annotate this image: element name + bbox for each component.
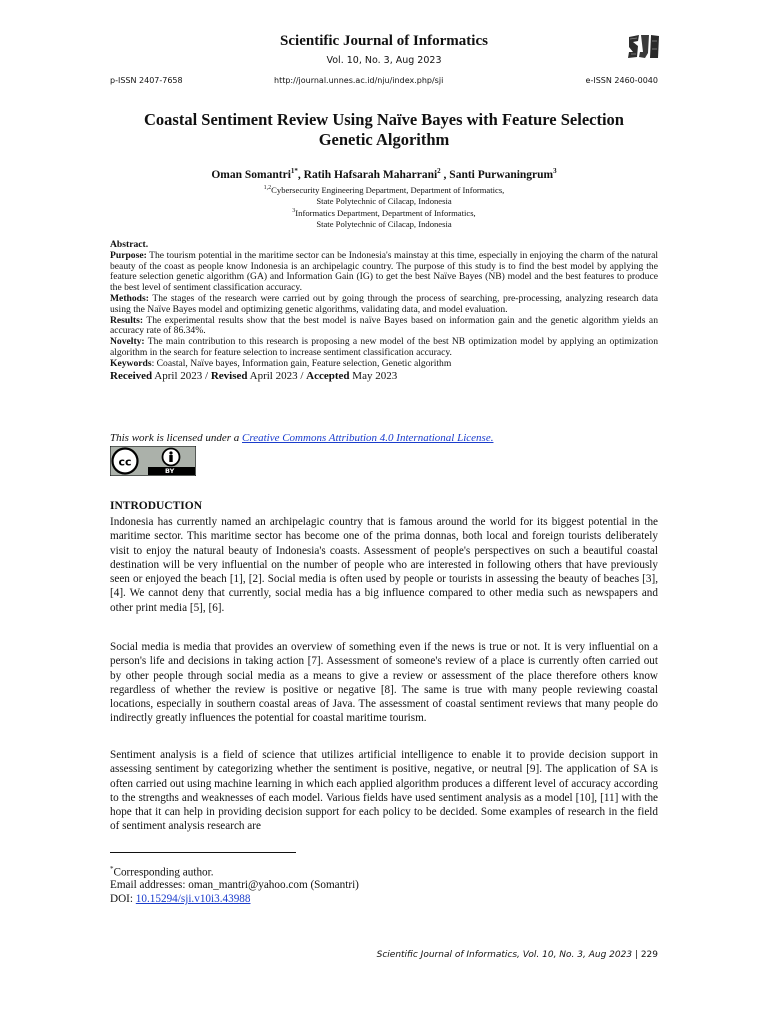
purpose-text: The tourism potential in the maritime sector can be Indonesia's mainstay at this time, especially in enjoying the charm of the natural beauty of the coast as people know Indonesia is an archipelagic country. The purpose of this study is to find the best model by applying the feature selection genetic algorithm (GA) and Information Gain (IG) to get the best Naïve Bayes (NB) model and the best features to produce the best level of sentiment classification accuracy. xyxy=(110,249,658,294)
doi-label: DOI: xyxy=(110,893,136,905)
corresponding-author-label: Corresponding author. xyxy=(113,866,214,879)
footer-citation: Scientific Journal of Informatics, Vol. 10, No. 3, Aug 2023 xyxy=(376,950,633,960)
author-3: , Santi Purwaningrum xyxy=(440,168,554,181)
journal-logo xyxy=(627,33,661,60)
paper-title xyxy=(110,110,658,150)
license-prefix: This work is licensed under a xyxy=(110,432,242,444)
affiliation-2 xyxy=(110,206,658,230)
license-link[interactable]: Creative Commons Attribution 4.0 International License. xyxy=(242,432,494,444)
email-addresses: Email addresses: oman_mantri@yahoo.com (Somantri) xyxy=(110,879,359,891)
footer-separator: | xyxy=(632,950,641,960)
e-issn: e-ISSN 2460-0040 xyxy=(585,76,658,85)
page-number: 229 xyxy=(640,950,658,960)
novelty-text: The main contribution to this research is proposing a new model of the best NB optimization model by applying an optimization algorithm in the search for feature selection to increase sentiment classification accuracy. xyxy=(110,336,658,358)
received-label: Received xyxy=(110,369,153,382)
paper-title-line2: Genetic Algorithm xyxy=(318,130,450,149)
author-2: , Ratih Hafsarah Maharrani xyxy=(297,168,438,181)
purpose-label: Purpose: xyxy=(110,249,147,261)
received-date: April 2023 / xyxy=(152,369,211,382)
license-statement xyxy=(110,432,658,444)
affiliation-2-line2: State Polytechnic of Cilacap, Indonesia xyxy=(316,218,452,229)
author-2-sup: 2 xyxy=(437,167,441,175)
keywords-text: : Coastal, Naïve bayes, Information gain, Feature selection, Genetic algorithm xyxy=(151,357,452,369)
abstract xyxy=(110,240,658,381)
intro-paragraph-1: Indonesia has currently named an archipelagic country that is famous around the world for its biggest potential in the maritime sector. This maritime sector has become one of the prima donnas, both local and foreign tourists deliberately visit to enjoy the natural beauty of Indonesia's coasts. Assessment of people's perspectives on such a beautiful coastal destination will be very influential on the number of people who are interested in following others that have previously seen or enjoyed the beach [1], [2]. Social media is often used by people or tourists in assessing the beauty of beaches [3],[4]. We cannot deny that currently, social media has a big influence compared to other media such as newspapers and other print media [5], [6]. xyxy=(110,516,658,614)
revised-date: April 2023 / xyxy=(247,369,307,382)
results-label: Results: xyxy=(110,314,144,326)
accepted-label: Accepted xyxy=(306,369,350,382)
abstract-novelty xyxy=(110,337,658,359)
journal-url[interactable]: http://journal.unnes.ac.id/nju/index.php/sji xyxy=(274,76,444,85)
cc-by-badge[interactable] xyxy=(110,446,196,476)
volume-info: Vol. 10, No. 3, Aug 2023 xyxy=(326,55,442,66)
intro-paragraph-2: Social media is media that provides an overview of something even if the news is true or not. It is very influential on a person's life and decisions in taking action [7]. Assessment of someone's review of a place is currently often carried out by other people through social media as a means to give a review or assessment of the place therefore others know regardless of whether the review is positive or negative [8]. The same is true with many people reviewing coastal locations, especially in southern coastal areas of Java. The assessment of coastal sentiment reviews that many people do indirectly greatly influences the potential for coastal maritime tourism. xyxy=(110,641,658,725)
p-issn: p-ISSN 2407-7658 xyxy=(110,76,183,85)
introduction-heading: INTRODUCTION xyxy=(110,500,203,512)
intro-paragraph-3: Sentiment analysis is a field of science that utilizes artificial intelligence to enable it to provide decision support in assessing sentiment by categorizing whether the sentiment is positive, negative, or neutral [9]. The application of SA is often carried out using machine learning in which each applied algorithm produces a different level of accuracy according to the strengths and weaknesses of each model. Various fields have used sentiment analysis as a model [10], [11] with the hope that it can help in providing decision support for each policy to be decided. Some examples of research in the field of sentiment analysis research are xyxy=(110,749,658,833)
novelty-label: Novelty: xyxy=(110,336,145,348)
footnote-marker: * xyxy=(110,865,114,873)
keywords-label: Keywords xyxy=(110,357,152,369)
page-footer xyxy=(377,950,658,960)
abstract-dates xyxy=(110,371,658,382)
author-1-sup: 1* xyxy=(290,167,298,175)
affiliation-1-line2: State Polytechnic of Cilacap, Indonesia xyxy=(316,195,452,206)
abstract-heading: Abstract. xyxy=(110,239,149,250)
methods-label: Methods: xyxy=(110,292,149,304)
author-3-sup: 3 xyxy=(553,167,557,175)
results-text: The experimental results show that the best model is naïve Bayes based on information gain and the genetic algorithm yields an accuracy rate of 86.34%. xyxy=(110,314,658,337)
accepted-date: May 2023 xyxy=(349,369,398,382)
affiliation-1-sup: 1,2 xyxy=(263,185,272,191)
affiliation-2-sup: 3 xyxy=(292,208,296,214)
doi-link[interactable]: 10.15294/sji.v10i3.43988 xyxy=(135,893,251,905)
doi-line xyxy=(110,892,250,906)
abstract-keywords xyxy=(110,359,658,370)
journal-title: Scientific Journal of Informatics xyxy=(280,33,488,49)
svg-text:cc: cc xyxy=(118,455,132,469)
methods-text: The stages of the research were carried out by going through the process of searching, pre-processing, analyzing research data using the Naïve Bayes model and optimizing genetic algorithms, validating data, and model evaluation. xyxy=(110,292,658,315)
revised-label: Revised xyxy=(210,369,248,382)
cc-by-label: BY xyxy=(165,467,175,475)
cc-by-icon xyxy=(110,446,196,476)
footnote-divider xyxy=(110,852,296,853)
paper-title-line1: Coastal Sentiment Review Using Naïve Bayes with Feature Selection xyxy=(144,110,624,129)
abstract-results xyxy=(110,316,658,338)
author-list xyxy=(110,167,658,181)
affiliation-1 xyxy=(110,183,658,207)
abstract-purpose xyxy=(110,251,658,294)
author-1: Oman Somantri xyxy=(211,168,291,181)
abstract-methods xyxy=(110,294,658,316)
affiliation-2-line1: Informatics Department, Department of Informatics, xyxy=(295,207,476,218)
sji-logo-icon xyxy=(627,33,661,60)
affiliation-1-line1: Cybersecurity Engineering Department, Department of Informatics, xyxy=(271,184,505,195)
